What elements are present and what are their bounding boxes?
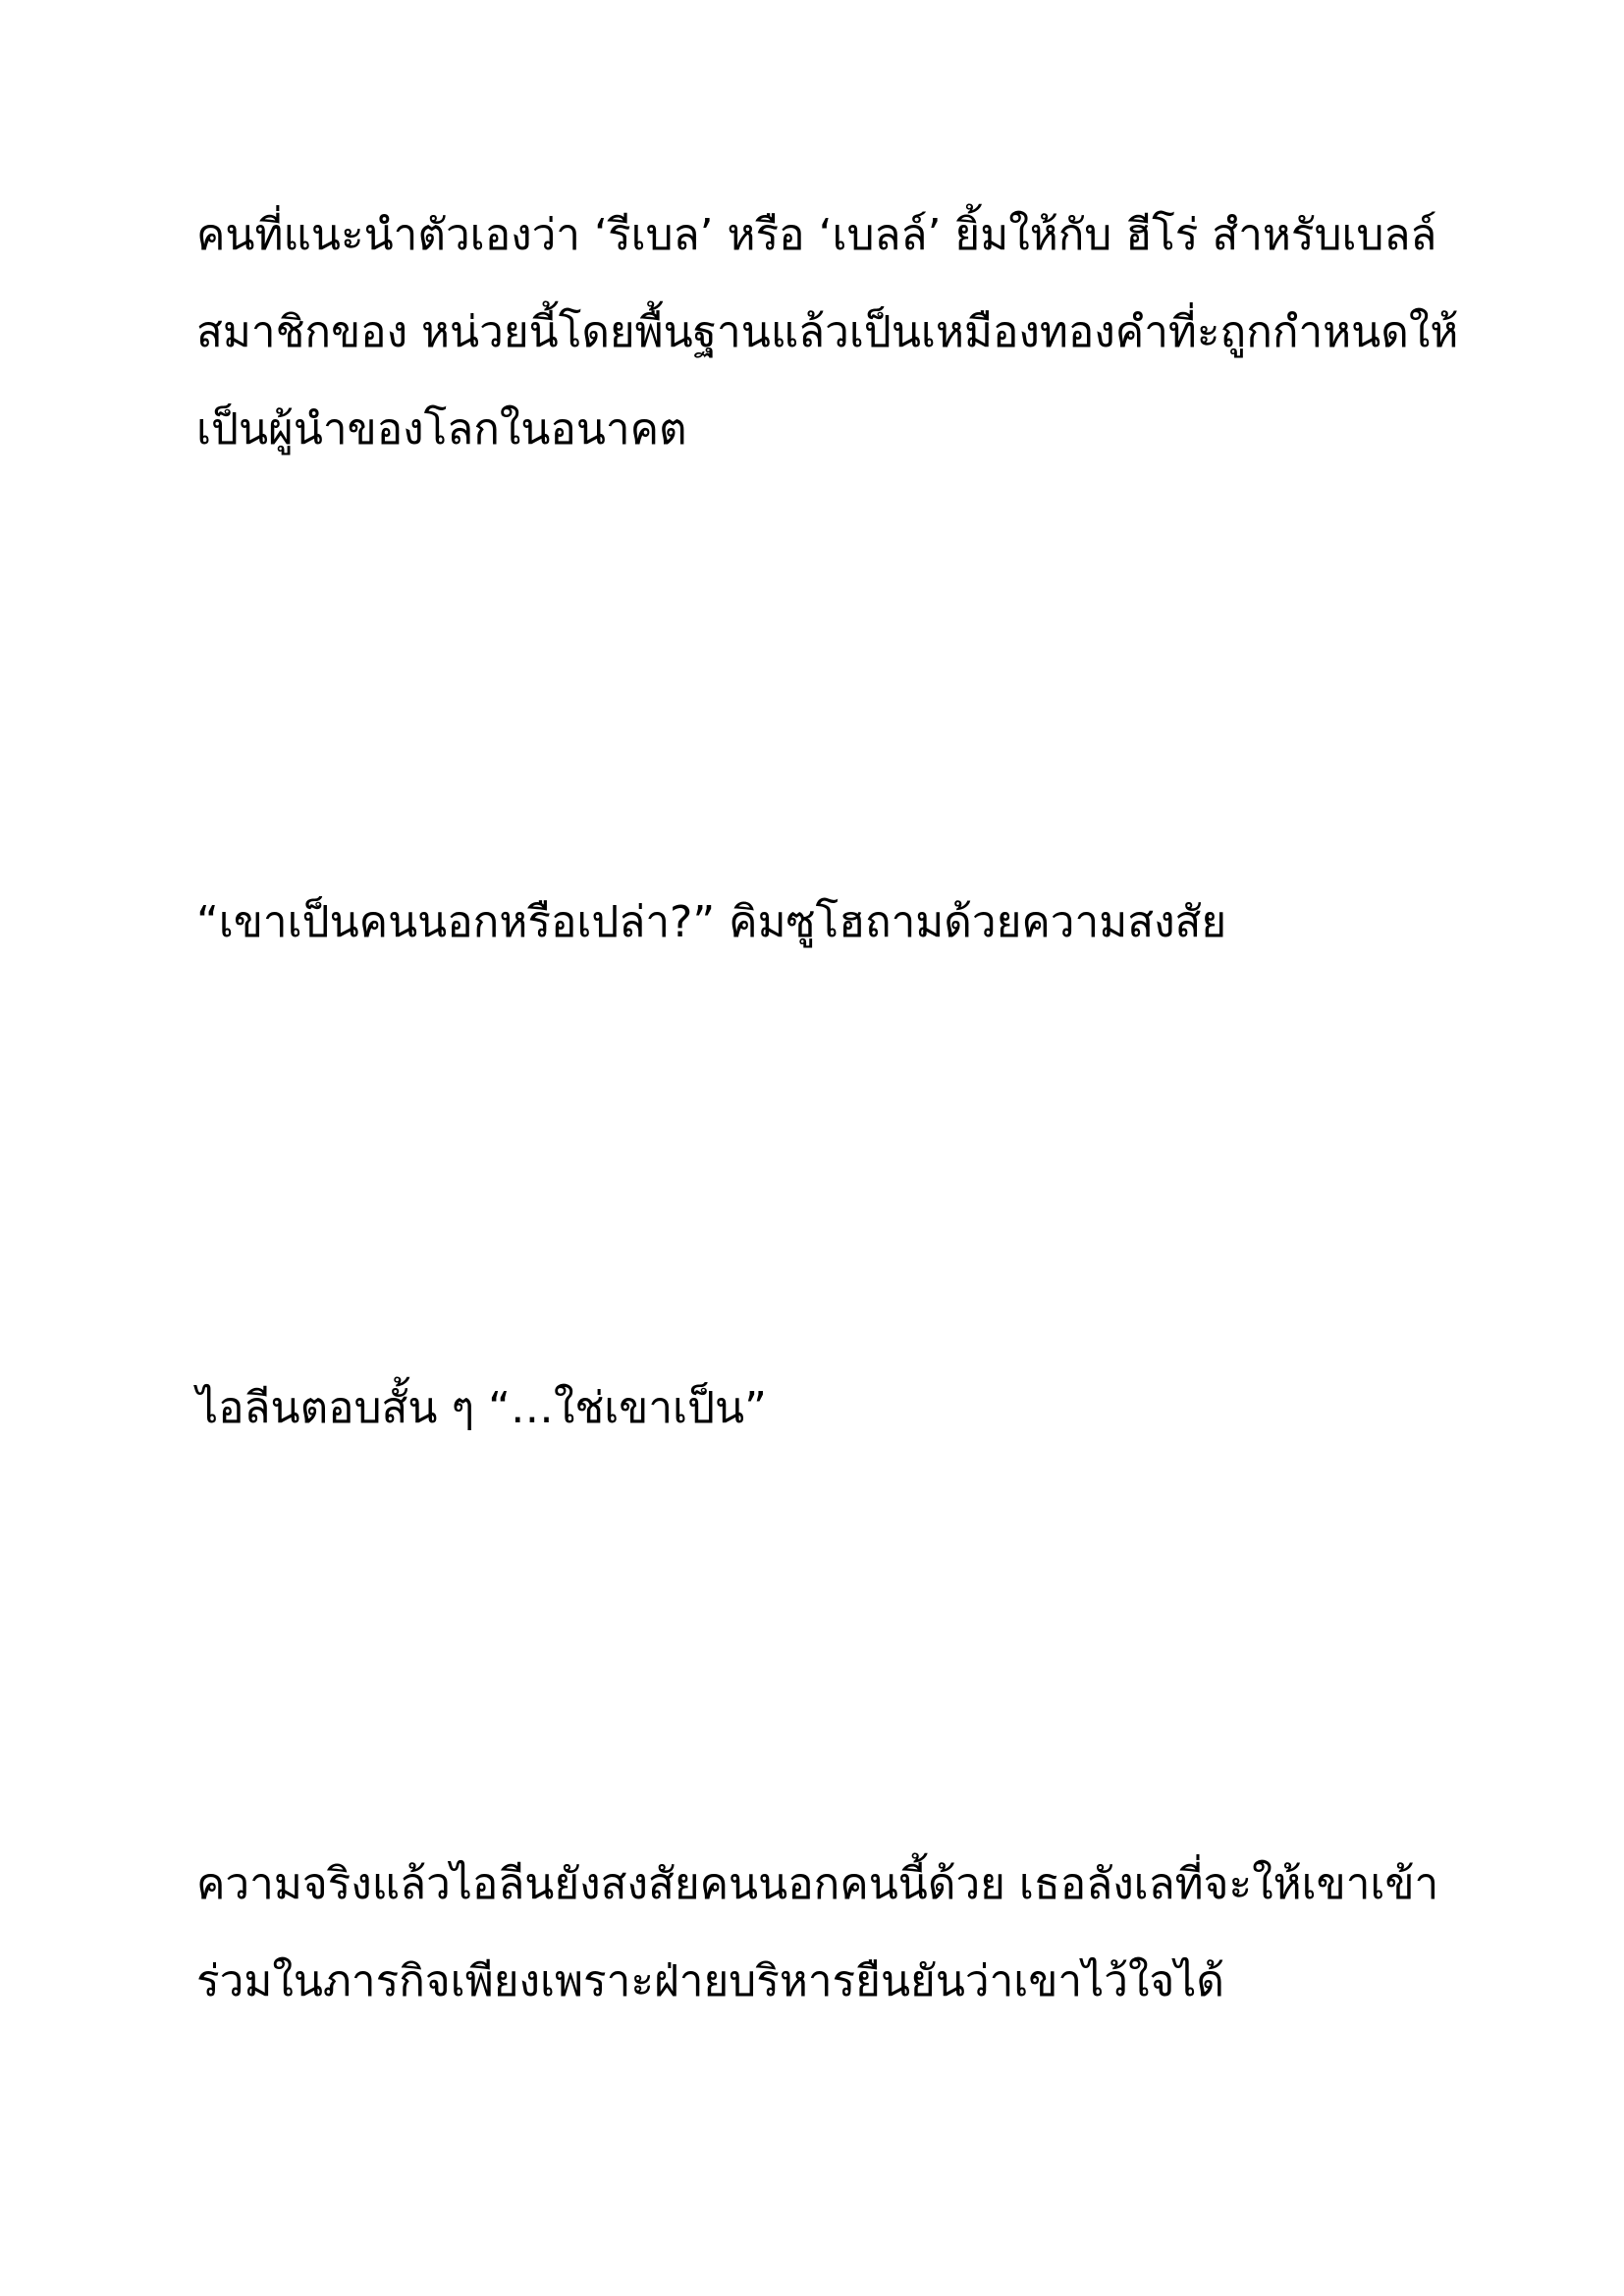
paragraph-answer	[196, 1360, 1473, 1457]
paragraph-line: ไอลีนตอบสั้น ๆ “…ใช่เขาเป็น”	[196, 1383, 767, 1433]
paragraph-line: ความจริงแล้วไอลีนยังสงสัยคนนอกคนนี้ด้วย เธอลังเลที่จะให้เขาเข้า	[196, 1859, 1439, 1909]
paragraph-introduction	[196, 187, 1473, 478]
paragraph-line: คนที่แนะนำตัวเองว่า ‘รีเบล’ หรือ ‘เบลล์’ ยิ้มให้กับ ฮีโร่ สำหรับเบลล์	[196, 210, 1437, 260]
paragraph-line: “เขาเป็นคนนอกหรือเปล่า?” คิมซูโฮถามด้วยความสงสัย	[196, 897, 1227, 947]
paragraph-doubt	[196, 1836, 1473, 2030]
paragraph-question	[196, 874, 1473, 971]
paragraph-line: ร่วมในภารกิจเพียงเพราะฝ่ายบริหารยืนยันว่าเขาไว้ใจได้	[196, 1956, 1224, 2006]
paragraph-line: เป็นผู้นำของโลกในอนาคต	[196, 404, 687, 454]
paragraph-line: สมาชิกของ หน่วยนี้โดยพื้นฐานแล้วเป็นเหมืองทองคำที่ะถูกกำหนดให้	[196, 307, 1459, 357]
